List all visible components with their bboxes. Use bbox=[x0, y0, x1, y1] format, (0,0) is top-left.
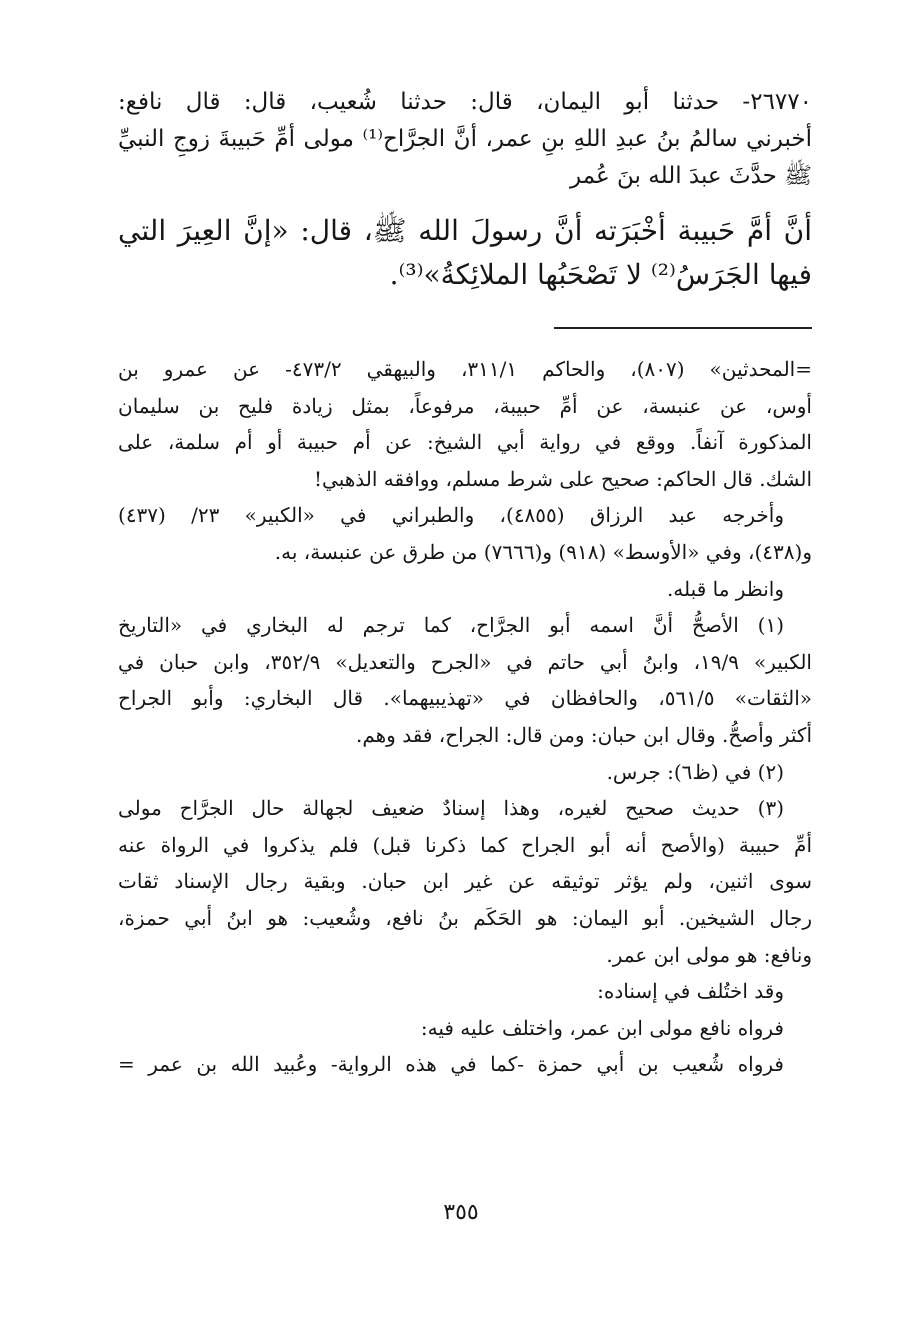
footnote-line: سوى اثنين، ولم يؤثر توثيقه عن غير ابن حبان. وبقية رجال الإسناد ثقات bbox=[118, 869, 812, 894]
footnote-line: ونافع: هو مولى ابن عمر. bbox=[606, 942, 812, 967]
footnote-separator bbox=[554, 327, 812, 329]
footnote-line: (٣) حديث صحيح لغيره، وهذا إسنادٌ ضعيف لجهالة حال الجرَّاح مولى bbox=[118, 796, 784, 821]
hadith-isnad bbox=[118, 84, 812, 195]
footnote-line: رجال الشيخين. أبو اليمان: هو الحَكَم بنُ نافع، وشُعيب: هو ابنُ أبي حمزة، bbox=[118, 905, 812, 930]
footnote-line: وانظر ما قبله. bbox=[666, 576, 784, 601]
footnote-line: الشك. قال الحاكم: صحيح على شرط مسلم، ووافقه الذهبي! bbox=[314, 466, 812, 491]
footnote-line: فرواه شُعيب بن أبي حمزة -كما في هذه الرواية- وعُبيد الله بن عمر = bbox=[118, 1052, 784, 1077]
page-body bbox=[118, 84, 812, 1083]
footnote-line: أوس، عن عنبسة، عن أمِّ حبيبة، مرفوعاً، بمثل زيادة فليح بن سليمان bbox=[118, 393, 812, 418]
footnote-line: وأخرجه عبد الرزاق (٤٨٥٥)، والطبراني في «الكبير» ٢٣/ (٤٣٧) bbox=[118, 503, 784, 528]
matn-line: أنَّ أمَّ حَبيبة أخْبَرَته أنَّ رسولَ الله ﷺ، قال: «إنَّ العِيرَ التي bbox=[118, 214, 812, 247]
hadith-matn bbox=[118, 209, 812, 297]
isnad-line: ﷺ حدَّثَ عبدَ الله بنَ عُمر bbox=[570, 163, 812, 189]
footnotes bbox=[118, 351, 812, 1083]
footnote-line: (١) الأصحُّ أنَّ اسمه أبو الجرَّاح، كما ترجم له البخاري في «التاريخ bbox=[118, 613, 784, 638]
footnote-line: أمِّ حبيبة (والأصح أنه أبو الجراح كما ذكرنا قبل) فلم يذكروا في الرواة عنه bbox=[118, 832, 812, 857]
matn-line: فيها الجَرَسُ⁽²⁾ لا تَصْحَبُها الملائِكةُ»⁽³⁾. bbox=[389, 258, 812, 291]
footnote-line: وقد اختُلف في إسناده: bbox=[597, 979, 784, 1004]
footnote-line: الكبير» ١٩/٩، وابنُ أبي حاتم في «الجرح والتعديل» ٣٥٢/٩، وابن حبان في bbox=[118, 649, 812, 674]
footnote-line: فرواه نافع مولى ابن عمر، واختلف عليه فيه: bbox=[420, 1015, 784, 1040]
isnad-line: أخبرني سالمُ بنُ عبدِ اللهِ بنِ عمر، أنَّ الجرَّاح⁽¹⁾ مولى أمِّ حَبيبةَ زوجِ النبيِّ bbox=[118, 126, 812, 152]
footnote-line: أكثر وأصحُّ. وقال ابن حبان: ومن قال: الجراح، فقد وهم. bbox=[355, 722, 812, 747]
footnote-line: «الثقات» ٥٦١/٥، والحافظان في «تهذيبيهما». قال البخاري: وأبو الجراح bbox=[118, 686, 812, 711]
page-number: ٣٥٥ bbox=[443, 1200, 479, 1225]
footnote-line: المذكورة آنفاً. ووقع في رواية أبي الشيخ: عن أم حبيبة أو أم سلمة، على bbox=[118, 430, 812, 455]
footnote-line: (٢) في (ظ٦): جرس. bbox=[606, 759, 784, 784]
footnote-line: و(٤٣٨)، وفي «الأوسط» (٩١٨) و(٧٦٦٦) من طرق عن عنبسة، به. bbox=[274, 539, 812, 564]
footnote-separator-wrap bbox=[118, 327, 812, 329]
isnad-line: ٢٦٧٧٠- حدثنا أبو اليمان، قال: حدثنا شُعيب، قال: قال نافع: bbox=[118, 89, 812, 115]
footnote-line: =المحدثين» (٨٠٧)، والحاكم ٣١١/١، والبيهقي ٤٧٣/٢- عن عمرو بن bbox=[118, 357, 812, 381]
